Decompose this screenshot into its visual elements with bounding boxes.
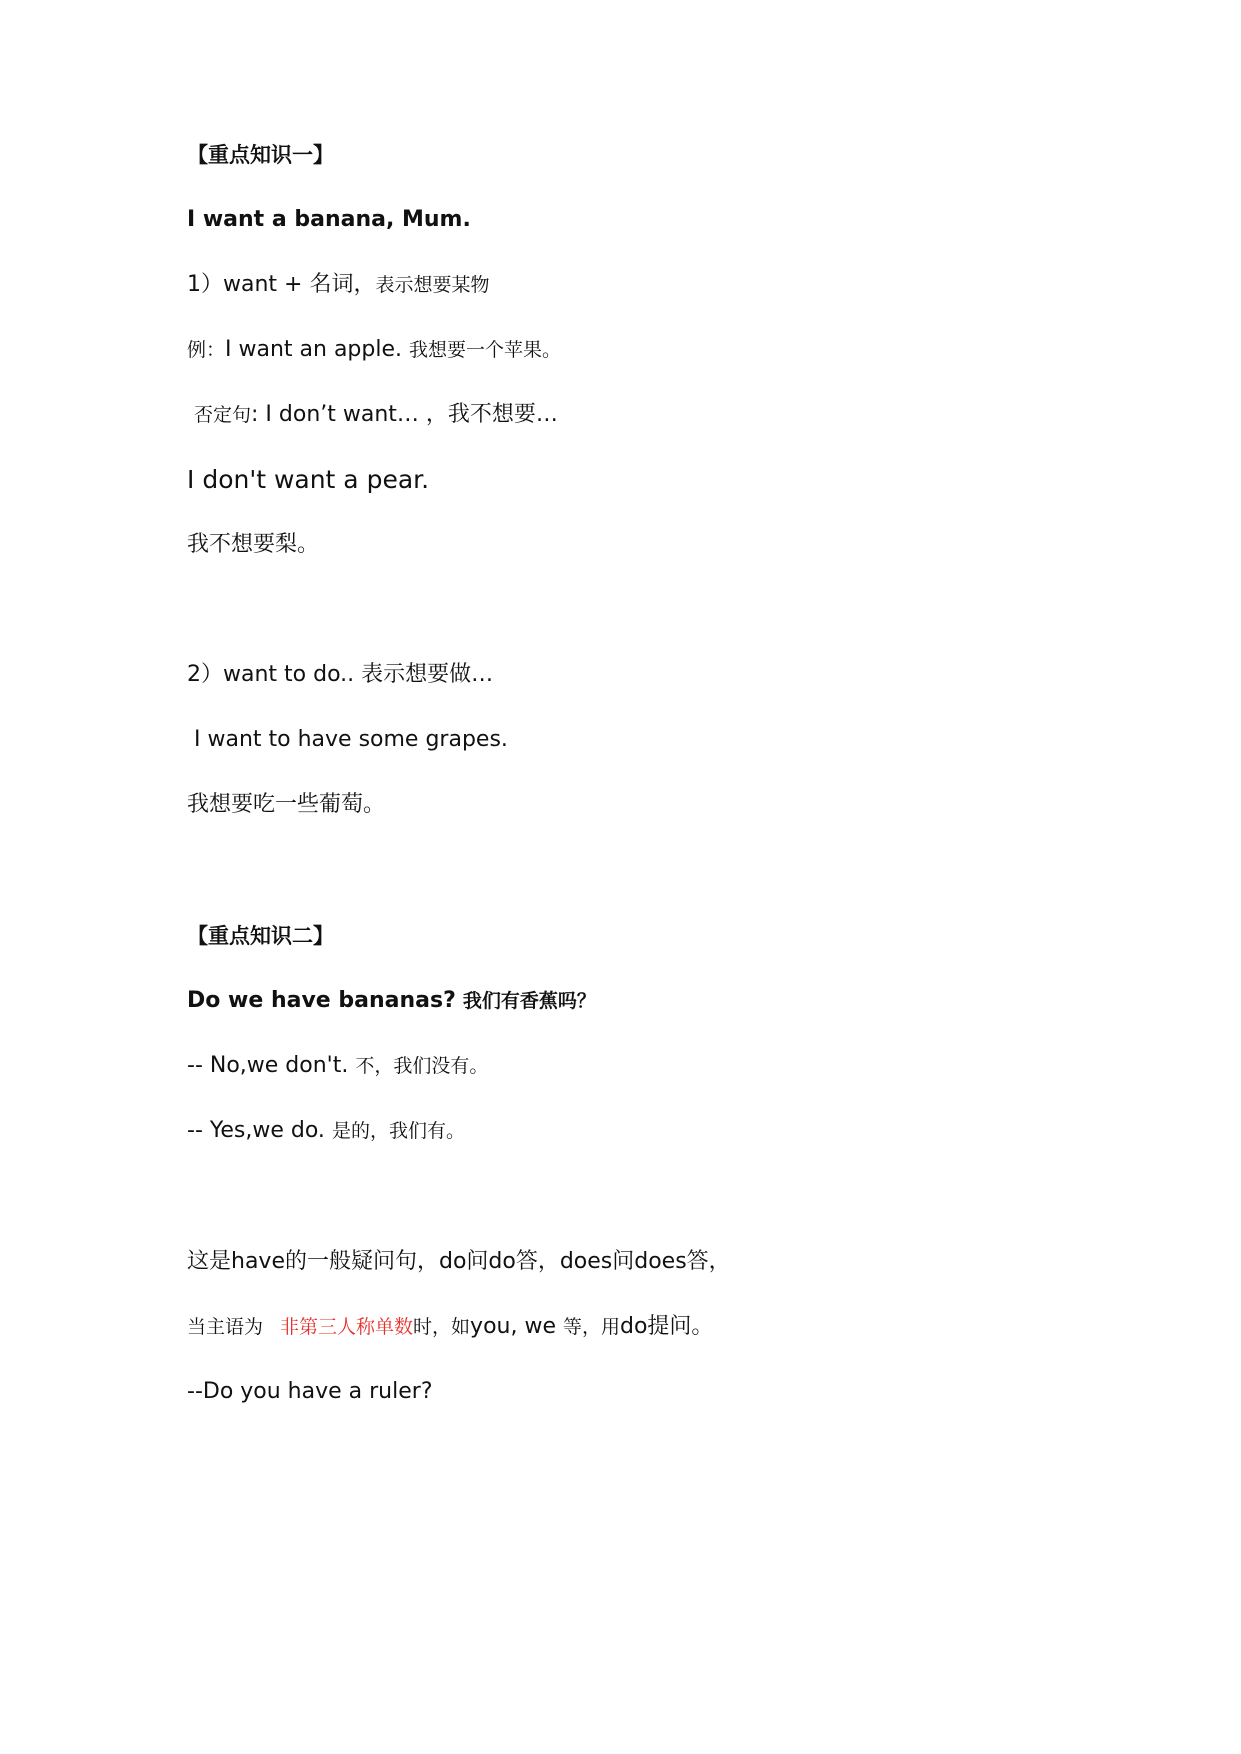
subject-rule bbox=[187, 1313, 713, 1341]
negative-form bbox=[194, 401, 558, 429]
point-1-desc: 表示想要某物 bbox=[375, 274, 490, 296]
example-2-en: I want to have some grapes. bbox=[194, 727, 508, 752]
point-2: 2）want to do.. 表示想要做… bbox=[187, 662, 494, 687]
answer-no-en: -- No,we don't. bbox=[187, 1053, 349, 1078]
subject-rule-tail: 等，用 bbox=[562, 1316, 620, 1338]
question-en: Do we have bananas? bbox=[187, 988, 456, 1013]
section-1-heading: 【重点知识一】 bbox=[187, 143, 334, 167]
subject-rule-end: do提问。 bbox=[620, 1314, 714, 1339]
have-question-rule: 这是have的一般疑问句，do问do答，does问does答， bbox=[187, 1249, 731, 1274]
negative-example-en: I don't want a pear. bbox=[187, 465, 430, 494]
negative-cn: 我不想要… bbox=[447, 402, 558, 427]
answer-no-cn: 不，我们没有。 bbox=[355, 1055, 489, 1077]
answer-yes-en: -- Yes,we do. bbox=[187, 1118, 325, 1143]
example-1 bbox=[187, 336, 561, 364]
example-2-cn: 我想要吃一些葡萄。 bbox=[187, 792, 386, 817]
example-1-cn: 我想要一个苹果。 bbox=[409, 339, 562, 361]
question bbox=[187, 987, 596, 1015]
question-cn: 我们有香蕉吗？ bbox=[462, 990, 596, 1012]
point-1-prefix: 1）want + 名词， bbox=[187, 272, 376, 297]
negative-en: : I don’t want… ， bbox=[251, 402, 448, 427]
example-1-en: I want an apple. bbox=[225, 337, 403, 362]
negative-label: 否定句 bbox=[194, 404, 252, 426]
answer-yes bbox=[187, 1117, 465, 1145]
subject-rule-highlight: 非第三人称单数 bbox=[280, 1316, 414, 1338]
answer-yes-cn: 是的，我们有。 bbox=[331, 1120, 465, 1142]
subject-rule-lead: 当主语为 bbox=[187, 1316, 264, 1338]
point-1 bbox=[187, 271, 489, 299]
key-sentence-1: I want a banana, Mum. bbox=[187, 207, 471, 232]
subject-rule-mid: 时，如 bbox=[413, 1316, 471, 1338]
section-2-heading: 【重点知识二】 bbox=[187, 924, 334, 948]
answer-no bbox=[187, 1052, 488, 1080]
negative-example-cn: 我不想要梨。 bbox=[187, 532, 320, 557]
example-question: --Do you have a ruler? bbox=[187, 1379, 433, 1404]
subject-rule-examples: you, we bbox=[470, 1314, 556, 1339]
example-label: 例： bbox=[187, 339, 226, 361]
